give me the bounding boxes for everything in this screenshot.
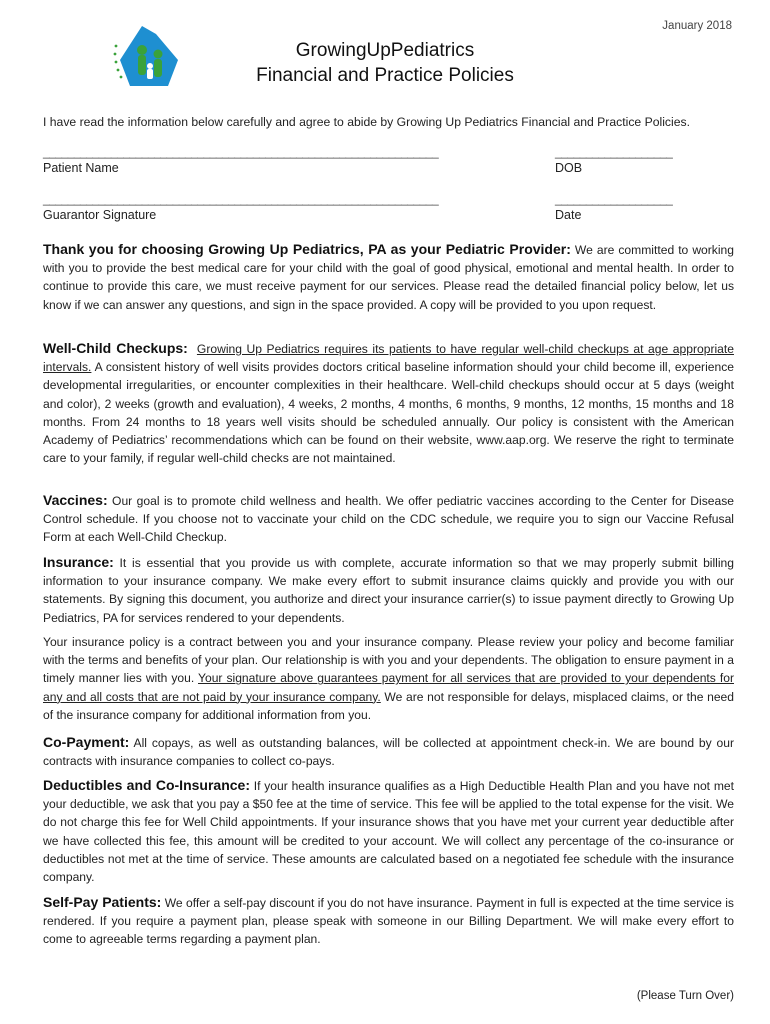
document-subtitle: Financial and Practice Policies bbox=[256, 65, 514, 86]
patient-name-label: Patient Name bbox=[43, 161, 119, 175]
document-title: GrowingUpPediatrics bbox=[295, 40, 475, 61]
deductibles-heading: Deductibles and Co-Insurance: bbox=[43, 777, 250, 793]
intro-body: We are committed to working with you to provide the best medical care for your child with the goal of good physical, emotional and mental health. In order to continue to provide this care, we must receive payment for our services. Please read the detailed financial policy below, let us know if we can answer any questions, and sign in the space provided. A copy will be provided to you upon request. bbox=[43, 243, 734, 312]
vaccines-heading: Vaccines: bbox=[43, 492, 108, 508]
date-label: Date bbox=[555, 208, 582, 222]
well-child-body: A consistent history of well visits provides doctors critical baseline information should your child become ill, experience developmental irregularities, or encounter complexities in their healthcare. Well-child checkups should occur at 5 days (weight and color), 2 weeks (growth and evaluation), 4 weeks, 2 months, 4 months, 6 months, 9 months, 12 months, 15 months and 18 months. From 24 months to 18 years well visits should be scheduled annually. Our policy is consistent with the American Academy of Pediatrics’ recommendations which can be found on their website, www.aap.org. We reserve the right to terminate care to your family, if regular well-child checks are not maintained. bbox=[43, 360, 734, 466]
dob-line[interactable]: ___________________ bbox=[555, 145, 673, 159]
self-pay-section bbox=[43, 893, 734, 949]
vaccines-section bbox=[43, 491, 734, 547]
patient-name-line[interactable]: ________________________________________________________________ bbox=[43, 145, 439, 159]
insurance-policy-section bbox=[43, 633, 734, 724]
copayment-section bbox=[43, 733, 734, 770]
deductibles-body: If your health insurance qualifies as a High Deductible Health Plan and you have not met your deductible, we ask that you pay a $50 fee at the time of service. This fee will be applied to the total expense for the visit. We do not charge this fee for Well Child appointments. If your insurance shows that you have met your current year deductible after we have collected this fee, this amount will be credited to your account. We will collect any percentage of the co-insurance or deductibles not met at the time of service. These amounts are calculated based on a negotiated fee schedule with the insurance company. bbox=[43, 779, 734, 885]
copayment-body: All copays, as well as outstanding balances, will be collected at appointment check-in. We are bound by our contracts with insurance companies to collect co-pays. bbox=[43, 736, 734, 769]
dob-label: DOB bbox=[555, 161, 583, 175]
date-line[interactable]: ___________________ bbox=[555, 192, 673, 206]
well-child-heading: Well-Child Checkups: bbox=[43, 340, 188, 356]
insurance-body: It is essential that you provide us with complete, accurate information so that we may properly submit billing information to your insurance company. We make every effort to submit insurance claims quickly and provide you with our statements. By signing this document, you authorize and direct your insurance carrier(s) to issue payment directly to Growing Up Pediatrics, PA for services rendered to your dependents. bbox=[43, 556, 734, 625]
document-date: January 2018 bbox=[662, 20, 732, 32]
self-pay-heading: Self-Pay Patients: bbox=[43, 894, 162, 910]
self-pay-body: We offer a self-pay discount if you do not have insurance. Payment in full is expected at the time service is rendered. If you require a payment plan, please speak with someone in our Billing Department. We will make every effort to come to agreeable terms regarding a payment plan. bbox=[43, 896, 734, 947]
guarantor-signature-label: Guarantor Signature bbox=[43, 208, 157, 222]
insurance-policy-body: Your insurance policy is a contract between you and your insurance company. Please review your policy and become familiar with the terms and benefits of your plan. Our relationship is with you and your dependents. The obligation to ensure payment in a timely manner lies with you. bbox=[43, 635, 734, 686]
guarantor-signature-line[interactable]: ________________________________________________________________ bbox=[43, 192, 439, 206]
well-child-section bbox=[43, 339, 734, 467]
deductibles-section bbox=[43, 776, 734, 886]
signature-guarantee: Your signature above guarantees payment for all services that are provided to your dependents for any and all costs that are not paid by your insurance company. bbox=[43, 671, 734, 704]
copayment-heading: Co-Payment: bbox=[43, 734, 130, 750]
well-child-requirement: Growing Up Pediatrics requires its patients to have regular well-child checkups at age appropriate intervals. bbox=[43, 342, 734, 375]
intro-section bbox=[43, 240, 734, 314]
intro-heading: Thank you for choosing Growing Up Pediatrics, PA as your Pediatric Provider: bbox=[43, 241, 571, 257]
agreement-statement: I have read the information below carefully and agree to abide by Growing Up Pediatrics Financial and Practice Policies. bbox=[43, 115, 690, 129]
insurance-section bbox=[43, 553, 734, 627]
insurance-policy-body-end: We are not responsible for delays, misplaced claims, or the need of the insurance company for additional information from you. bbox=[43, 689, 734, 722]
insurance-heading: Insurance: bbox=[43, 554, 114, 570]
turn-over-note: (Please Turn Over) bbox=[636, 990, 734, 1002]
vaccines-body: Our goal is to promote child wellness and health. We offer pediatric vaccines according to the Center for Disease Control schedule. If you choose not to vaccinate your child on the CDC schedule, we require you to sign our Vaccine Refusal Form at each Well-Child Checkup. bbox=[43, 494, 734, 545]
